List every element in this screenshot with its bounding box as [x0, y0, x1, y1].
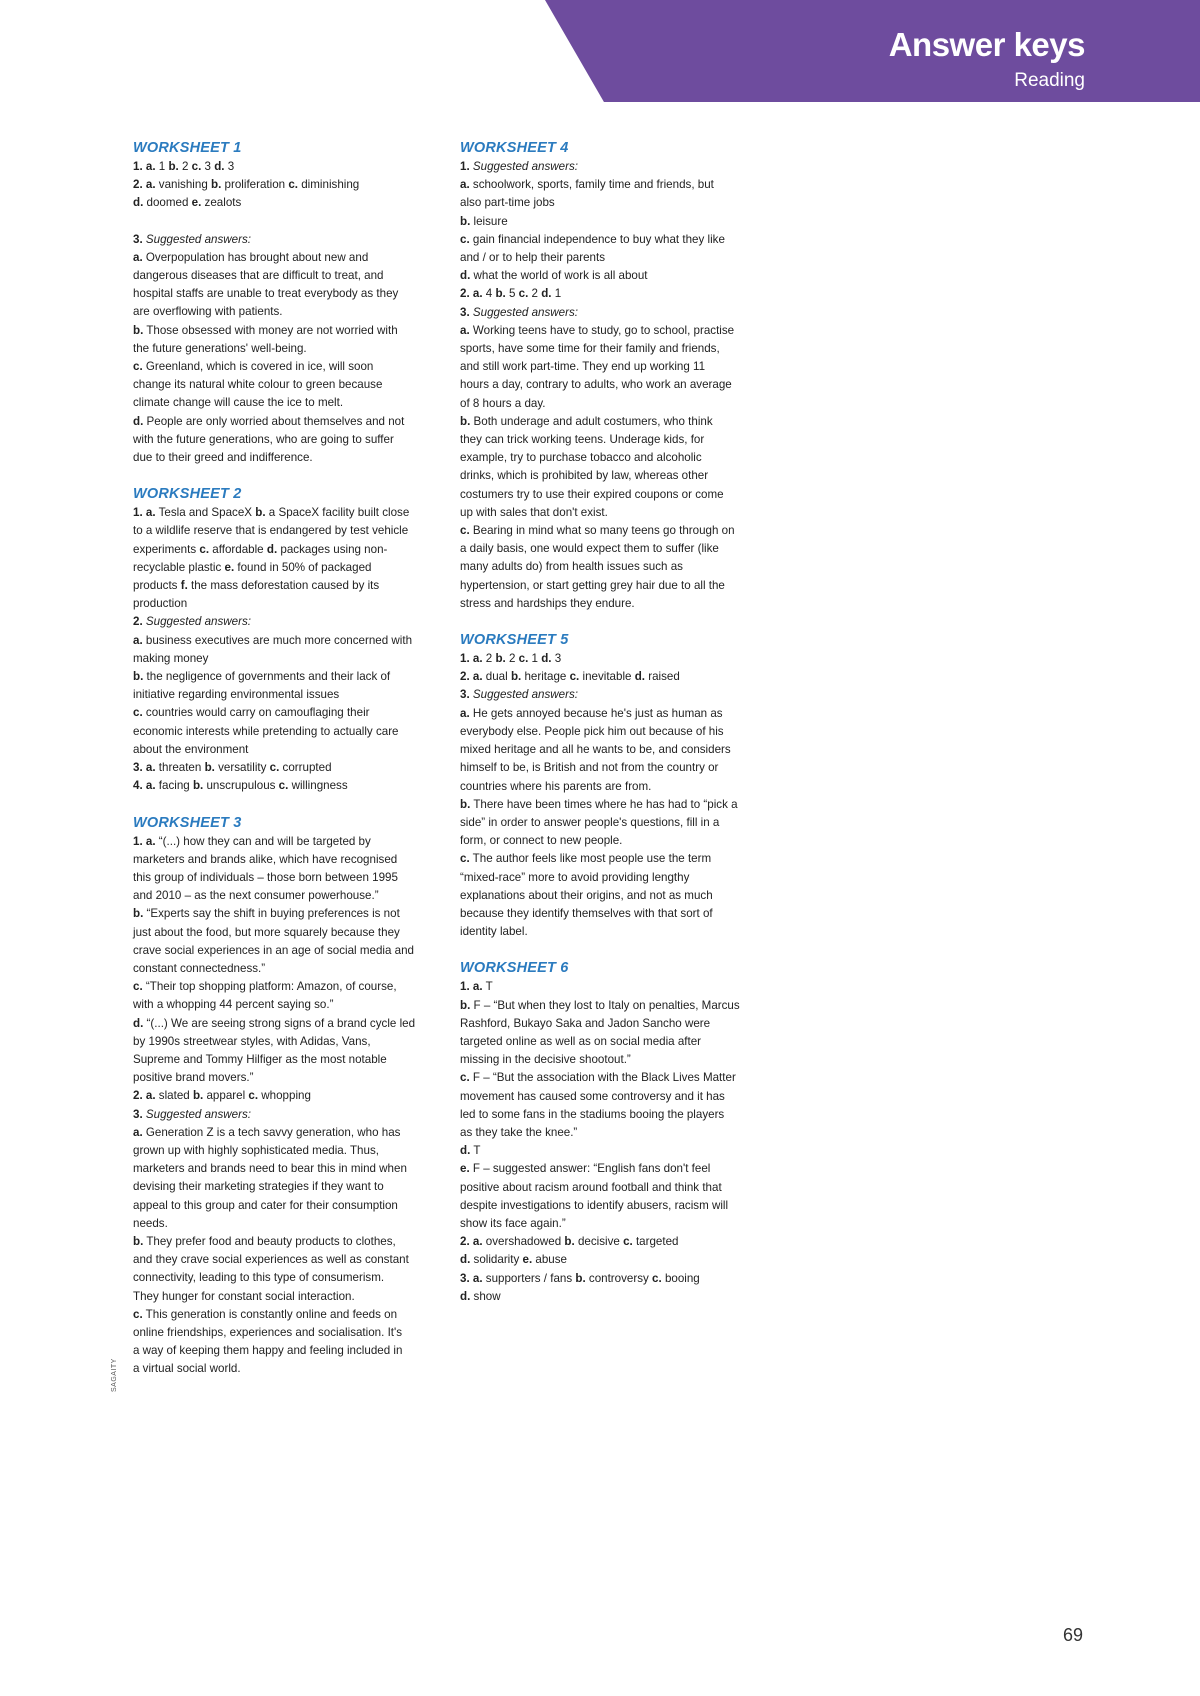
answer-line: to a wildlife reserve that is endangered by test vehicle [133, 524, 409, 538]
answer-line: missing in the decisive shootout.” [460, 1053, 631, 1067]
answer-line: many adults do) from health issues such as [460, 560, 683, 574]
answer-line: and they crave social experiences as well as constant [133, 1253, 409, 1267]
answer-line: grown up with highly sophisticated media. Thus, [133, 1143, 379, 1157]
page-number: 69 [1063, 1625, 1084, 1645]
worksheet-section [133, 485, 433, 795]
answer-line: c. Bearing in mind what so many teens go through on [460, 524, 735, 538]
answer-line: they can trick working teens. Underage kids, for [460, 433, 705, 447]
answer-line: climate change will cause the ice to melt. [133, 396, 344, 410]
answer-line: b. “Experts say the shift in buying preferences is not [133, 907, 400, 921]
answer-line: 1. Suggested answers: [460, 160, 578, 173]
worksheet-heading: WORKSHEET 5 [460, 632, 569, 649]
answer-line: online friendships, experiences and socialisation. It's [133, 1325, 403, 1339]
answer-line: 1. a. Tesla and SpaceX b. a SpaceX facility built close [133, 506, 410, 520]
answer-line: drinks, which is prohibited by law, whereas other [460, 469, 709, 483]
answer-line: Supreme and Tommy Hilfiger as the most notable [133, 1052, 387, 1066]
answer-line: a. schoolwork, sports, family time and friends, but [460, 178, 714, 192]
answer-line: b. They prefer food and beauty products to clothes, [133, 1234, 396, 1248]
answer-line: identity label. [460, 925, 528, 939]
answer-line: a. business executives are much more concerned with [133, 633, 413, 647]
answer-line: show its face again.” [460, 1216, 566, 1230]
answer-line: 2. a. slated b. apparel c. whopping [133, 1089, 311, 1103]
answer-line: e. F – suggested answer: “English fans don't feel [460, 1162, 711, 1176]
answer-line: 3. Suggested answers: [460, 688, 578, 702]
answer-line: just about the food, but more squarely because they [133, 925, 400, 939]
answer-line: c. “Their top shopping platform: Amazon, of course, [133, 980, 397, 994]
answer-line: crave social experiences in an age of social media and [133, 943, 414, 957]
worksheet-heading: WORKSHEET 2 [133, 486, 242, 503]
answer-line: 2. Suggested answers: [133, 615, 251, 629]
answer-line: hours a day, contrary to adults, who work an average [460, 378, 732, 392]
answer-line: because they identify themselves with that sort of [460, 906, 713, 920]
answer-line: marketers and brands need to bear this in mind when [133, 1162, 407, 1176]
answer-line: production [133, 597, 188, 611]
answer-line: b. F – “But when they lost to Italy on penalties, Marcus [460, 998, 740, 1012]
answer-line: himself to be, is British and not from the country or [460, 761, 719, 775]
answer-line: side” in order to answer people's questions, fill in a [460, 815, 720, 829]
answer-line: countries where his parents are from. [460, 779, 652, 793]
answer-line: up with sales that don't exist. [460, 505, 608, 519]
answer-line: Rashford, Bukayo Saka and Jadon Sancho were [460, 1016, 711, 1030]
answer-line: 3. Suggested answers: [460, 305, 578, 319]
answer-line: marketers and brands alike, which have recognised [133, 852, 398, 866]
answer-line: c. gain financial independence to buy what they like [460, 232, 725, 246]
worksheet-section [133, 814, 433, 1379]
left-column [133, 139, 433, 1397]
publisher-logo: SAGAITY [111, 1358, 118, 1392]
page-title: Answer keys [888, 26, 1085, 63]
answer-line: 2. a. vanishing b. proliferation c. diminishing [133, 178, 360, 192]
answer-line: with the future generations, who are going to suffer [133, 432, 394, 446]
answer-line: 3. Suggested answers: [133, 1107, 251, 1121]
worksheet-section [460, 139, 760, 613]
answer-line: economic interests while pretending to actually care [133, 724, 399, 738]
answer-line: d. show [460, 1289, 501, 1303]
blank-line [133, 213, 433, 231]
answer-line: constant connectedness.” [133, 961, 266, 975]
answer-line: 2. a. dual b. heritage c. inevitable d. raised [460, 670, 680, 684]
answer-line: a way of keeping them happy and feeling included in [133, 1344, 403, 1358]
answer-line: 3. a. supporters / fans b. controversy c. booing [460, 1271, 700, 1285]
answer-line: devising their marketing strategies if they want to [133, 1180, 384, 1194]
answer-line: and 2010 – as the next consumer powerhouse.” [133, 889, 379, 903]
answer-line: d. People are only worried about themselves and not [133, 414, 405, 428]
answer-line: of 8 hours a day. [460, 396, 546, 410]
answer-line: 1. a. 2 b. 2 c. 1 d. 3 [460, 652, 562, 666]
answer-line: stress and hardships they endure. [460, 596, 635, 610]
answer-line: are overflowing with patients. [133, 305, 283, 319]
answer-line: led to some fans in the stadiums booing the players [460, 1107, 725, 1121]
answer-line: a virtual social world. [133, 1362, 241, 1376]
answer-line: a. Working teens have to study, go to school, practise [460, 323, 735, 337]
answer-line: c. The author feels like most people use the term [460, 852, 712, 866]
answer-line: “mixed-race” more to avoid providing lengthy [460, 870, 690, 884]
answer-line: connectivity, leading to this type of consumerism. [133, 1271, 385, 1285]
answer-line: by 1990s streetwear styles, with Adidas, Vans, [133, 1034, 371, 1048]
answer-line: a daily basis, one would expect them to suffer (like [460, 542, 719, 556]
worksheet-heading: WORKSHEET 1 [133, 140, 242, 156]
answer-line: everybody else. People pick him out because of his [460, 724, 724, 738]
answer-line: 3. a. threaten b. versatility c. corrupted [133, 761, 332, 775]
answer-line: dangerous diseases that are difficult to treat, and [133, 269, 384, 283]
answer-line: d. T [460, 1144, 481, 1158]
answer-line: a. Overpopulation has brought about new and [133, 250, 369, 264]
answer-line: products f. the mass deforestation caused by its [133, 579, 380, 593]
answer-line: due to their greed and indifference. [133, 451, 313, 465]
answer-line: targeted online as well as on social media after [460, 1034, 702, 1048]
answer-line: explanations about their origins, and not as much [460, 888, 713, 902]
answer-line: d. doomed e. zealots [133, 196, 242, 210]
answer-line: needs. [133, 1216, 168, 1230]
answer-line: c. F – “But the association with the Black Lives Matter [460, 1071, 736, 1085]
worksheet-heading: WORKSHEET 6 [460, 960, 569, 977]
answer-line: this group of individuals – those born between 1995 [133, 870, 398, 884]
right-column [460, 139, 760, 1324]
answer-line: experiments c. affordable d. packages using non- [133, 542, 388, 556]
worksheet-section [460, 631, 760, 941]
answer-line: 2. a. 4 b. 5 c. 2 d. 1 [460, 287, 562, 301]
answer-line: b. Both underage and adult costumers, who think [460, 414, 713, 428]
answer-line: and still work part-time. They end up working 11 [460, 360, 706, 374]
answer-line: recyclable plastic e. found in 50% of packaged [133, 560, 372, 574]
answer-line: 1. a. “(...) how they can and will be targeted by [133, 834, 371, 848]
answer-line: 4. a. facing b. unscrupulous c. willingness [133, 779, 348, 793]
answer-line: about the environment [133, 742, 249, 756]
answer-line: 1. a. 1 b. 2 c. 3 d. 3 [133, 160, 235, 173]
answer-line: 3. Suggested answers: [133, 232, 251, 246]
answer-line: c. countries would carry on camouflaging their [133, 706, 370, 720]
answer-line: a. Generation Z is a tech savvy generation, who has [133, 1125, 401, 1139]
answer-line: positive about racism around football and think that [460, 1180, 722, 1194]
answer-line: with a whopping 44 percent saying so.” [133, 998, 334, 1012]
answer-line: hospital staffs are unable to treat everybody as they [133, 287, 399, 301]
answer-line: costumers try to use their expired coupons or come [460, 487, 724, 501]
answer-line: a. He gets annoyed because he's just as human as [460, 706, 723, 720]
answer-line: sports, have some time for their family and friends, [460, 342, 720, 356]
answer-line: b. the negligence of governments and their lack of [133, 670, 391, 684]
answer-line: and / or to help their parents [460, 251, 606, 265]
answer-line: b. Those obsessed with money are not worried with [133, 323, 398, 337]
answer-line: c. This generation is constantly online and feeds on [133, 1307, 398, 1321]
answer-line: change its natural white colour to green because [133, 378, 383, 392]
answer-line: despite investigations to identify abusers, racism will [460, 1198, 729, 1212]
answer-line: 1. a. T [460, 980, 493, 994]
answer-line: as they take the knee.” [460, 1125, 578, 1139]
answer-line: making money [133, 651, 209, 665]
answer-line: initiative regarding environmental issues [133, 688, 340, 702]
answer-line: d. “(...) We are seeing strong signs of a brand cycle led [133, 1016, 416, 1030]
answer-line: They hunger for constant social interaction. [133, 1289, 355, 1303]
worksheet-section [460, 959, 760, 1306]
answer-line: appeal to this group and cater for their consumption [133, 1198, 398, 1212]
answer-line: b. There have been times where he has had to “pick a [460, 797, 738, 811]
answer-line: d. what the world of work is all about [460, 269, 648, 283]
answer-line: d. solidarity e. abuse [460, 1253, 567, 1267]
answer-line: b. leisure [460, 214, 508, 228]
answer-line: also part-time jobs [460, 196, 555, 210]
answer-line: example, try to purchase tobacco and alcoholic [460, 451, 702, 465]
worksheet-heading: WORKSHEET 4 [460, 140, 569, 156]
answer-line: mixed heritage and all he wants to be, and considers [460, 743, 731, 757]
header-banner [545, 0, 1200, 102]
answer-line: 2. a. overshadowed b. decisive c. targeted [460, 1235, 679, 1249]
answer-line: hypertension, or start getting grey hair due to all the [460, 578, 725, 592]
worksheet-heading: WORKSHEET 3 [133, 814, 242, 831]
answer-line: c. Greenland, which is covered in ice, will soon [133, 360, 374, 374]
answer-line: form, or connect to new people. [460, 834, 623, 848]
page-subtitle: Reading [1014, 70, 1085, 91]
answer-line: positive brand movers.” [133, 1071, 254, 1085]
answer-line: movement has caused some controversy and it has [460, 1089, 725, 1103]
answer-line: the future generations' well-being. [133, 341, 307, 355]
worksheet-section [133, 139, 433, 467]
